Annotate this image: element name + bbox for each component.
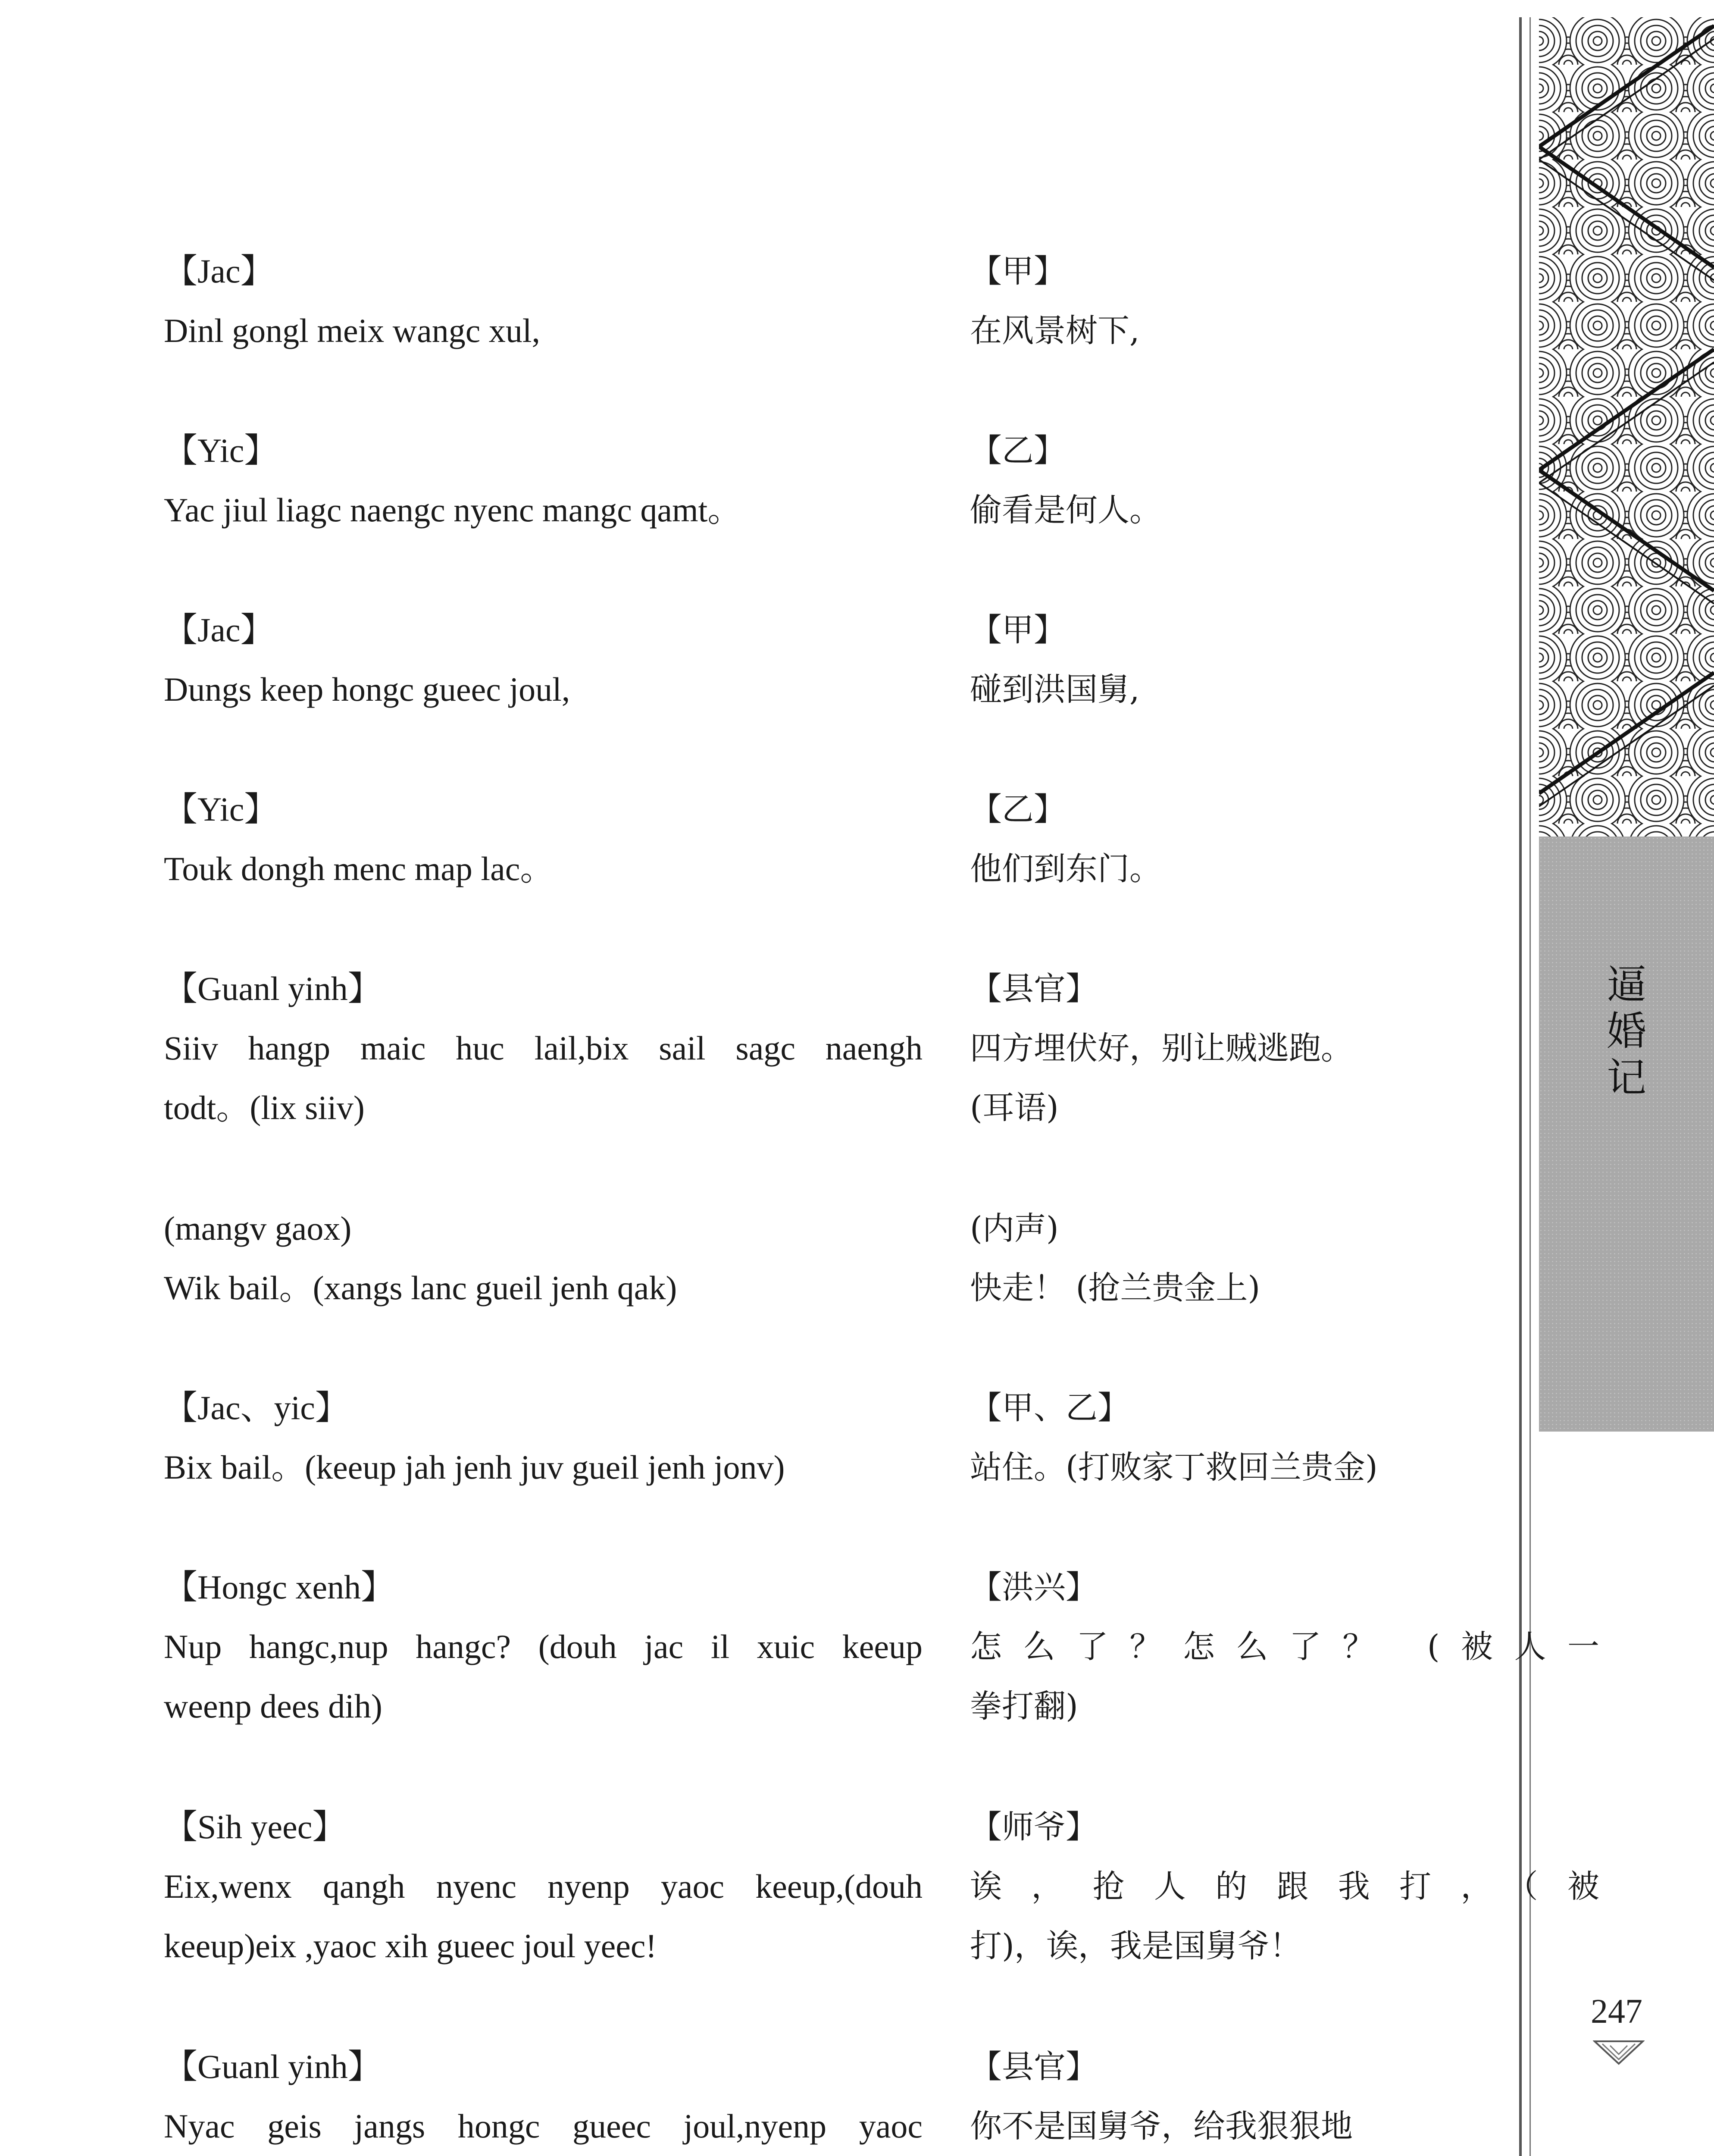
line-original: Bix bail。(keeup jah jenh juv gueil jenh jonv) — [164, 1448, 785, 1486]
speaker-original: 【Guanl yinh】 — [164, 2048, 382, 2085]
speaker-original: 【Jac】 — [164, 611, 274, 649]
line-translation: 碰到洪国舅, — [970, 671, 1140, 708]
speaker-translation: 【甲】 — [970, 253, 1066, 290]
line-translation: 打)，诶，我是国舅爷！ — [970, 1927, 1301, 1965]
speaker-original: 【Hongc xenh】 — [164, 1568, 395, 1606]
line-translation: 四方埋伏好，别让贼逃跑。 — [970, 1030, 1353, 1067]
translation-column — [970, 421, 1599, 540]
speaker-original: 【Sih yeec】 — [164, 1808, 346, 1846]
speaker-translation: 【乙】 — [970, 791, 1066, 828]
line-original: Dinl gongl meix wangc xul, — [164, 312, 541, 349]
line-translation: 快走！ (抢兰贵金上) — [970, 1269, 1260, 1307]
line-translation: 偷看是何人。 — [970, 492, 1161, 529]
speaker-translation: 【县官】 — [970, 2048, 1098, 2085]
line-original: todt。(lix siiv) — [164, 1089, 365, 1126]
stage-direction-translation: (内声) — [970, 1210, 1059, 1247]
line-translation: 他们到东门。 — [970, 850, 1161, 887]
speaker-original: 【Yic】 — [164, 790, 278, 828]
translation-column — [970, 2037, 1599, 2156]
speaker-translation: 【县官】 — [970, 970, 1098, 1007]
speaker-original: 【Jac】 — [164, 252, 274, 290]
line-original: Yac jiul liagc naengc nyenc mangc qamt。 — [164, 491, 741, 529]
line-translation: 拳打翻) — [970, 1688, 1078, 1725]
line-original: Siiv hangp maic huc lail,bix sail sagc naengh — [164, 1029, 923, 1067]
original-column — [164, 1797, 923, 1976]
original-column — [164, 1378, 923, 1497]
stage-direction-original: (mangv gaox) — [164, 1210, 352, 1247]
original-column — [164, 421, 923, 540]
speaker-translation: 【洪兴】 — [970, 1569, 1098, 1606]
speaker-translation: 【乙】 — [970, 432, 1066, 469]
line-translation: 诶，抢人的跟我打，（被 — [970, 1868, 1599, 1905]
original-column — [164, 780, 923, 899]
line-translation: 在风景树下, — [970, 312, 1140, 349]
line-original: Eix,wenx qangh nyenc nyenp yaoc keeup,(douh — [164, 1868, 923, 1905]
line-original: Nup hangc,nup hangc? (douh jac il xuic keeup — [164, 1628, 923, 1665]
page-number-ornament-icon — [1593, 2039, 1645, 2066]
line-original: Nyac geis jangs hongc gueec joul,nyenp yaoc — [164, 2107, 923, 2145]
side-title-char: 逼 — [1606, 962, 1646, 1008]
side-title-char: 记 — [1606, 1055, 1646, 1101]
page-number: 247 — [1591, 1993, 1642, 2031]
translation-column — [970, 600, 1599, 719]
translation-column — [970, 1378, 1599, 1497]
translation-column — [970, 1557, 1599, 1736]
translation-column — [970, 1199, 1599, 1318]
line-translation: 怎么了？怎么了？ (被人一 — [970, 1628, 1599, 1665]
line-original: keeup)eix ,yaoc xih gueec joul yeec! — [164, 1927, 657, 1965]
translation-column — [970, 780, 1599, 899]
line-translation: (耳语) — [970, 1089, 1059, 1126]
line-original: Dungs keep hongc gueec joul, — [164, 671, 570, 708]
line-original: weenp dees dih) — [164, 1687, 382, 1725]
line-original: Wik bail。(xangs lanc gueil jenh qak) — [164, 1269, 677, 1307]
translation-column — [970, 241, 1599, 360]
original-column — [164, 1557, 923, 1736]
speaker-original: 【Guanl yinh】 — [164, 970, 382, 1007]
original-column — [164, 1199, 923, 1318]
original-column — [164, 600, 923, 719]
line-translation: 你不是国舅爷，给我狠狠地 — [970, 2108, 1353, 2145]
line-translation: 站住。(打败家丁救回兰贵金) — [970, 1449, 1378, 1486]
side-title-char: 婚 — [1606, 1008, 1646, 1054]
speaker-translation: 【甲】 — [970, 611, 1066, 649]
speaker-original: 【Yic】 — [164, 432, 278, 469]
translation-column — [970, 1797, 1599, 1976]
speaker-translation: 【师爷】 — [970, 1808, 1098, 1846]
original-column — [164, 959, 923, 1138]
original-column — [164, 2037, 923, 2156]
translation-column — [970, 959, 1599, 1138]
line-original: Touk dongh menc map lac。 — [164, 850, 554, 887]
speaker-original: 【Jac、yic】 — [164, 1389, 349, 1426]
original-column — [164, 241, 923, 360]
speaker-translation: 【甲、乙】 — [970, 1389, 1129, 1426]
